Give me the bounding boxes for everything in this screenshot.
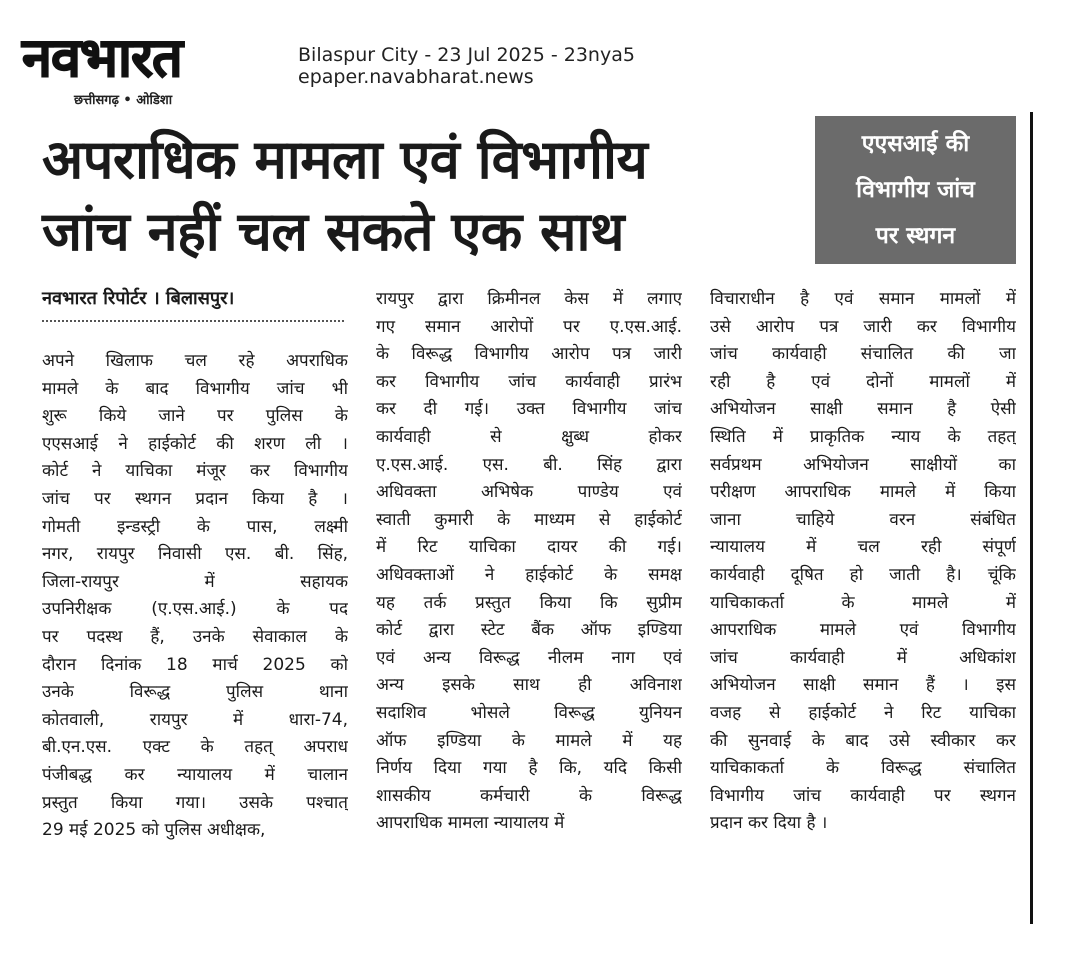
article-text-line: अपने खिलाफ चल रहे अपराधिक (42, 351, 348, 371)
headline-line-2: जांच नहीं चल सकते एक साथ (42, 200, 624, 263)
article-text-line: गोमती इन्डस्ट्री के पास, लक्ष्मी (42, 516, 348, 537)
article-text-line: आपराधिक मामले एवं विभागीय (710, 620, 1016, 641)
edition-info (298, 44, 635, 88)
article-text-line: उपनिरीक्षक (ए.एस.आई.) के पद (42, 599, 348, 620)
article-text-line: जांच पर स्थगन प्रदान किया है । (42, 488, 348, 509)
article-text-line: शुरू किये जाने पर पुलिस के (42, 406, 348, 427)
kicker-line-3: पर स्थगन (875, 223, 956, 249)
article-text-line: प्रस्तुत किया गया। उसके पश्चात् (42, 792, 348, 813)
article-text-line: ऑफ इण्डिया के मामले में यह (376, 730, 682, 751)
article-text-line: कार्यवाही से क्षुब्ध होकर (376, 426, 682, 447)
article-text-line: पर पदस्थ हैं, उनके सेवाकाल के (42, 626, 348, 647)
article-text-line: याचिकाकर्ता के मामले में (710, 592, 1016, 613)
article-text-line: जिला-रायपुर में सहायक (42, 571, 348, 592)
column-rule (1030, 112, 1033, 924)
edition-line: Bilaspur City - 23 Jul 2025 - 23nya5 (298, 44, 635, 66)
article-text-line: अभियोजन साक्षी समान है ऐसी (710, 399, 1016, 420)
article-text-line: एवं अन्य विरूद्ध नीलम नाग एवं (376, 647, 682, 668)
article-text-line: स्वाती कुमारी के माध्यम से हाईकोर्ट (376, 509, 682, 530)
masthead-logo (16, 26, 278, 108)
article-text-line: अन्य इसके साथ ही अविनाश (376, 675, 682, 696)
headline-line-1: अपराधिक मामला एवं विभागीय (42, 128, 648, 191)
logo-wordmark: नवभारत (22, 26, 182, 89)
byline-divider (42, 320, 344, 322)
article-text-line: प्रदान कर दिया है । (710, 813, 828, 834)
article-text-line: पंजीबद्ध कर न्यायालय में चालान (42, 764, 348, 785)
article-text-line: सर्वप्रथम अभियोजन साक्षीयों का (710, 454, 1016, 475)
article-text-line: 29 मई 2025 को पुलिस अधीक्षक, (42, 820, 266, 841)
article-text-line: रायपुर द्वारा क्रिमीनल केस में लगाए (376, 289, 682, 309)
article-text-line: स्थिति में प्राकृतिक न्याय के तहत् (710, 426, 1016, 447)
article-text-line: अधिवक्ता अभिषेक पाण्डेय एवं (376, 482, 682, 503)
article-text-line: न्यायालय में चल रही संपूर्ण (710, 537, 1016, 558)
article-text-line: कोर्ट ने याचिका मंजूर कर विभागीय (42, 461, 348, 482)
article-text-line: अधिवक्ताओं ने हाईकोर्ट के समक्ष (376, 564, 682, 585)
article-text-line: परीक्षण आपराधिक मामले में किया (710, 482, 1016, 503)
article-text-line: शासकीय कर्मचारी के विरूद्ध (376, 785, 682, 806)
article-text-line: एएसआई ने हाईकोर्ट की शरण ली । (42, 433, 348, 454)
article-text-line: यह तर्क प्रस्तुत किया कि सुप्रीम (376, 592, 682, 613)
article-text-line: उनके विरूद्ध पुलिस थाना (42, 682, 348, 703)
article-text-line: जांच कार्यवाही में अधिकांश (710, 647, 1016, 668)
article-column-3 (710, 286, 1016, 838)
article-text-line: कर दी गई। उक्त विभागीय जांच (376, 399, 682, 420)
article-text-line: के विरूद्ध विभागीय आरोप पत्र जारी (376, 344, 682, 365)
article-text-line: ए.एस.आई. एस. बी. सिंह द्वारा (376, 454, 682, 475)
article-column-1 (42, 348, 348, 845)
article-text-line: विचाराधीन है एवं समान मामलों में (710, 289, 1016, 309)
article-text-line: विभागीय जांच कार्यवाही पर स्थगन (710, 785, 1016, 806)
article-column-2 (376, 286, 682, 838)
article-text-line: बी.एन.एस. एक्ट के तहत् अपराध (42, 737, 348, 758)
article-text-line: जाना चाहिये वरन संबंधित (710, 509, 1016, 530)
article-text-line: में रिट याचिका दायर की गई। (376, 537, 682, 558)
kicker-line-1: एएसआई की (861, 131, 970, 157)
article-text-line: की सुनवाई के बाद उसे स्वीकार कर (710, 730, 1016, 751)
article-text-line: जांच कार्यवाही संचालित की जा (710, 344, 1016, 365)
article-text-line: उसे आरोप पत्र जारी कर विभागीय (710, 316, 1016, 337)
article-text-line: वजह से हाईकोर्ट ने रिट याचिका (710, 702, 1016, 723)
article-text-line: निर्णय दिया गया है कि, यदि किसी (376, 758, 682, 779)
article-text-line: सदाशिव भोसले विरूद्ध युनियन (376, 702, 682, 723)
article-text-line: कर विभागीय जांच कार्यवाही प्रारंभ (376, 371, 682, 392)
article-text-line: मामले के बाद विभागीय जांच भी (42, 378, 348, 399)
headline (42, 124, 802, 268)
byline: नवभारत रिपोर्टर । बिलासपुर। (42, 288, 235, 309)
article-text-line: आपराधिक मामला न्यायालय में (376, 813, 565, 834)
article-text-line: याचिकाकर्ता के विरूद्ध संचालित (710, 758, 1016, 779)
article-text-line: अभियोजन साक्षी समान हैं । इस (710, 675, 1016, 696)
article-text-line: कार्यवाही दूषित हो जाती है। चूंकि (710, 564, 1016, 585)
article-text-line: कोर्ट द्वारा स्टेट बैंक ऑफ इण्डिया (376, 620, 682, 641)
website-link[interactable]: epaper.navabharat.news (298, 66, 534, 88)
kicker-box (815, 116, 1016, 264)
article-text-line: रही है एवं दोनों मामलों में (710, 371, 1016, 392)
article-text-line: नगर, रायपुर निवासी एस. बी. सिंह, (42, 544, 348, 565)
article-text-line: गए समान आरोपों पर ए.एस.आई. (376, 316, 682, 337)
article-text-line: कोतवाली, रायपुर में धारा-74, (42, 709, 348, 730)
article-text-line: दौरान दिनांक 18 मार्च 2025 को (42, 654, 348, 675)
kicker-line-2: विभागीय जांच (856, 177, 975, 203)
logo-subtitle: छत्तीसगढ़ • ओडिशा (74, 93, 173, 108)
